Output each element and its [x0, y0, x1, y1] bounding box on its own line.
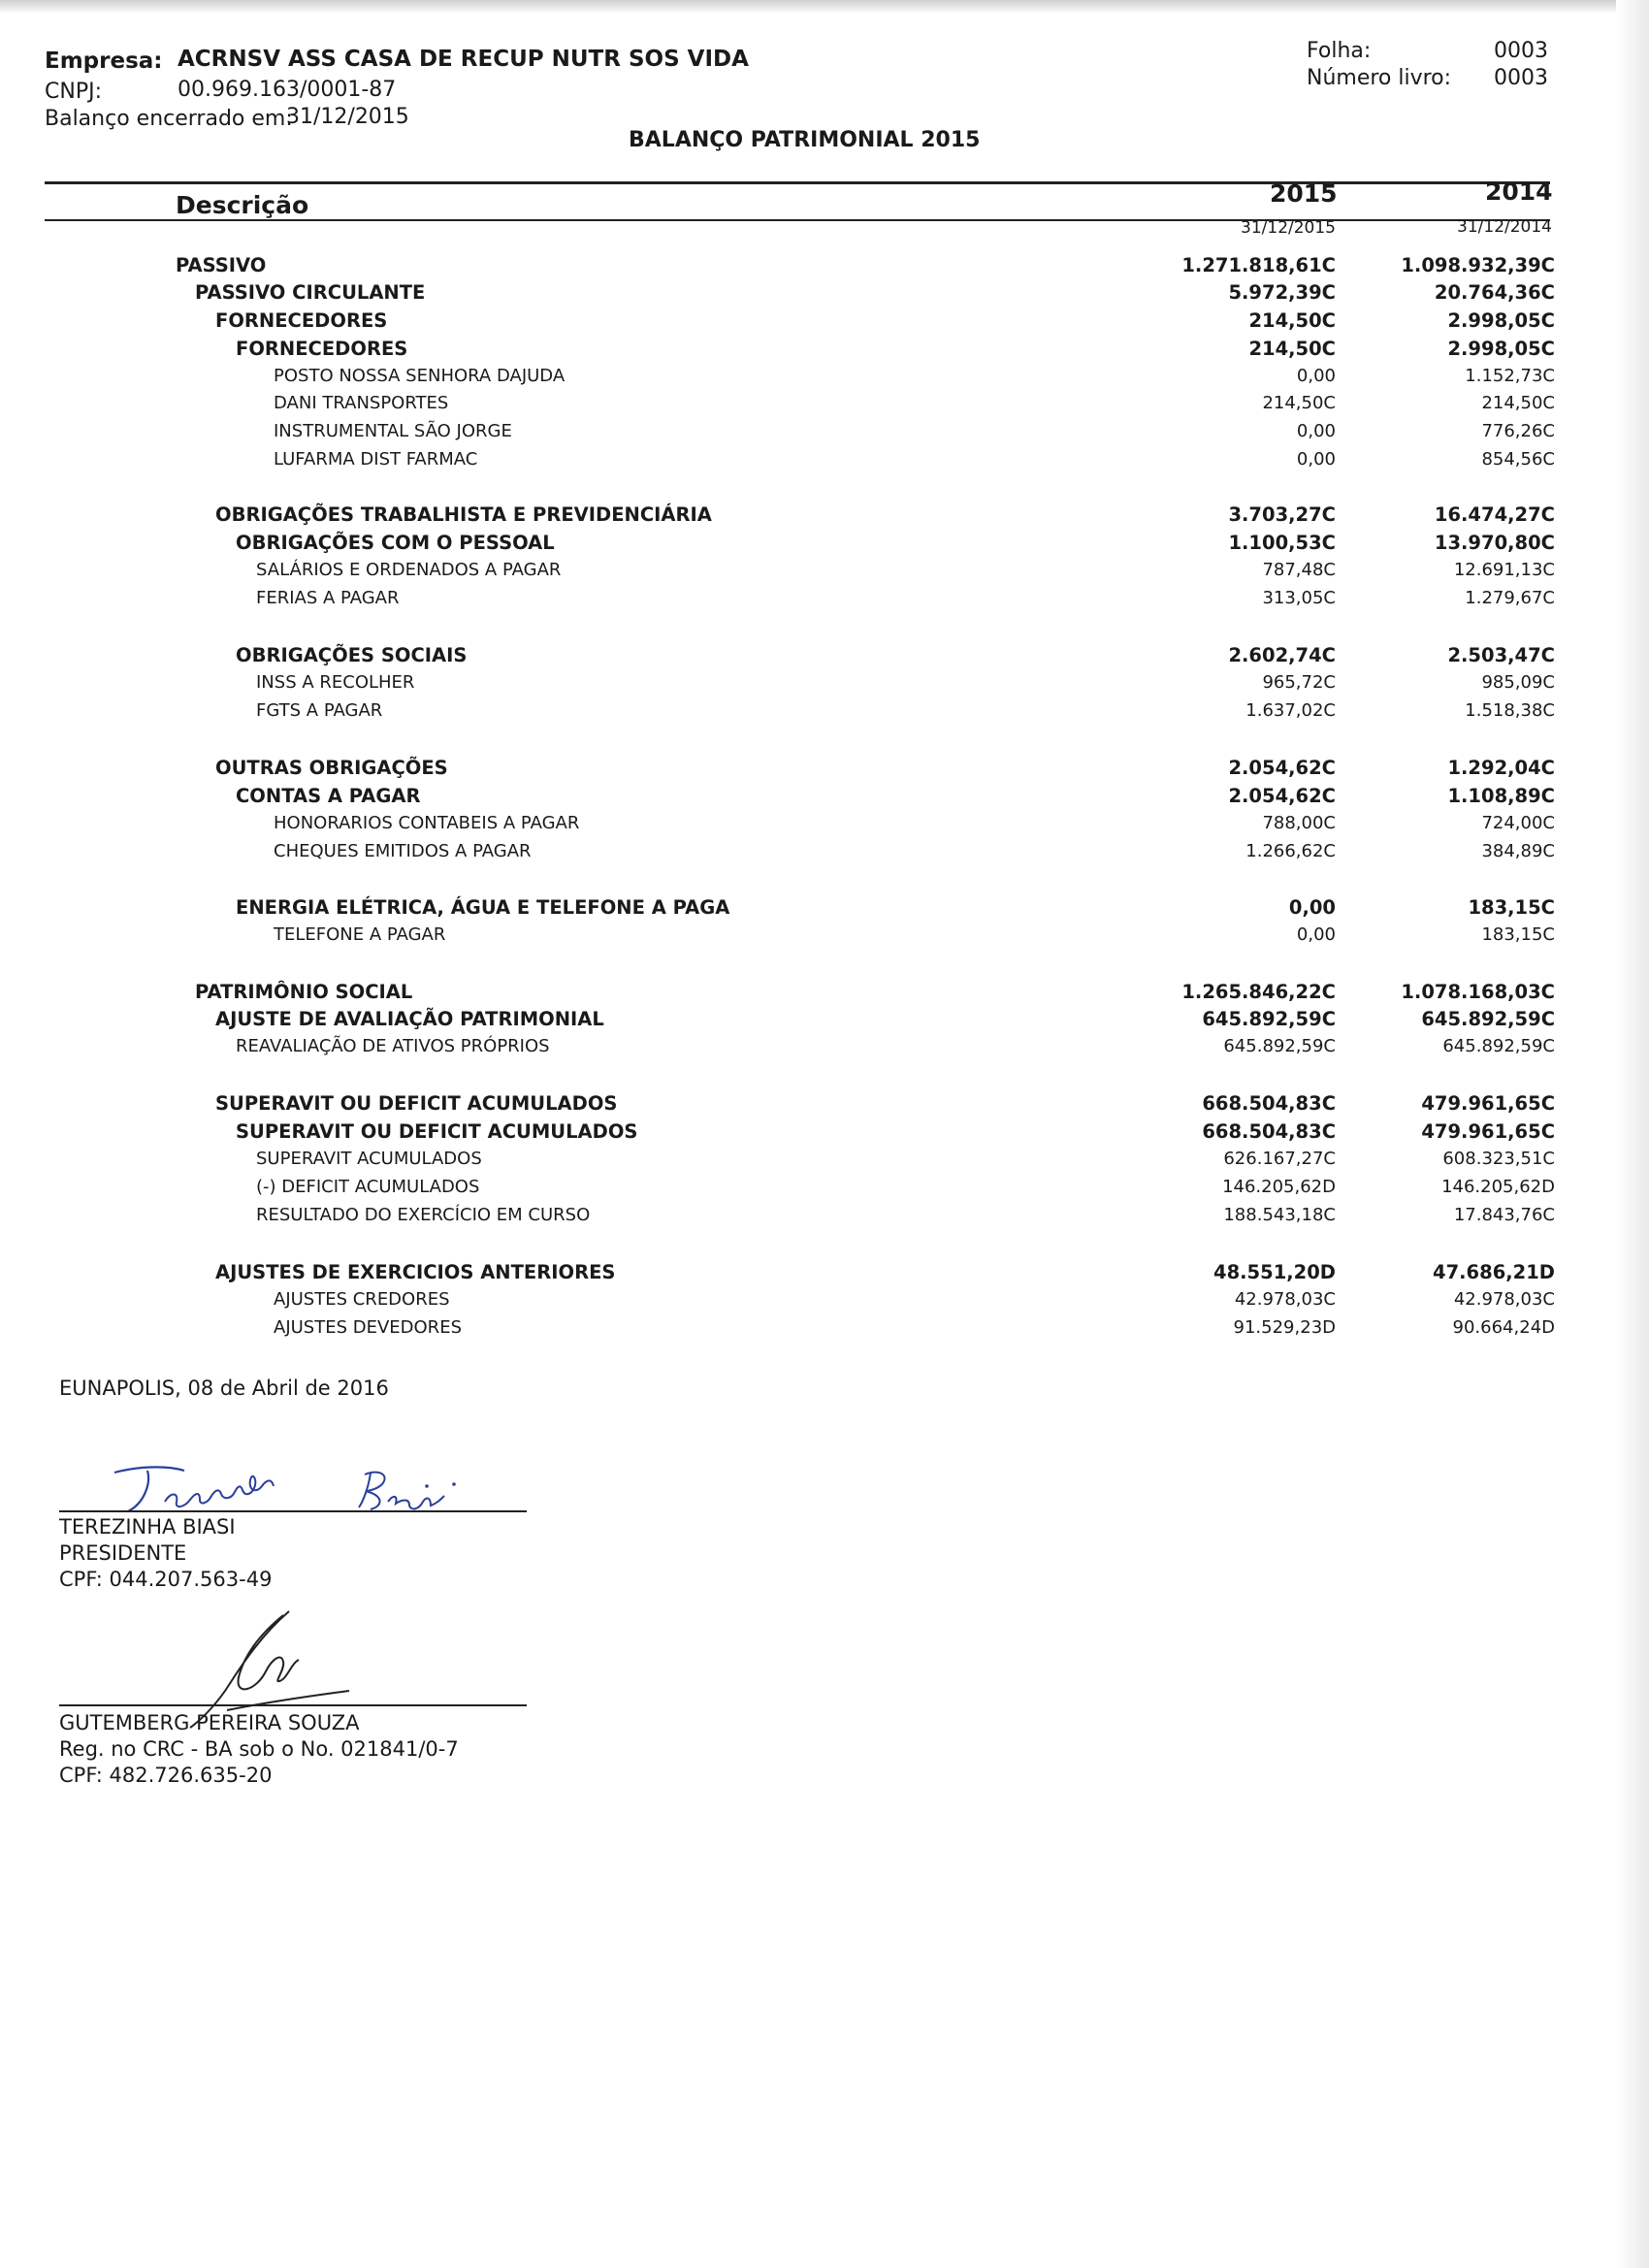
row-label: SUPERAVIT OU DEFICIT ACUMULADOS [236, 1120, 638, 1143]
table-row [0, 757, 1649, 785]
value-2014: 608.323,51C [1442, 1149, 1555, 1169]
row-label: AJUSTE DE AVALIAÇÃO PATRIMONIAL [215, 1008, 604, 1030]
row-label: AJUSTES DEVEDORES [274, 1317, 462, 1338]
table-row [0, 1092, 1649, 1120]
cnpj-label: CNPJ: [45, 80, 102, 104]
value-2014: 1.518,38C [1465, 700, 1555, 721]
table-row [0, 532, 1649, 560]
value-2014: 214,50C [1481, 393, 1555, 413]
row-label: FGTS A PAGAR [256, 700, 383, 721]
value-2014: 854,56C [1481, 449, 1555, 470]
signer2-cpf: CPF: 482.726.635-20 [59, 1764, 273, 1787]
row-label: PATRIMÔNIO SOCIAL [195, 981, 413, 1003]
value-2015: 48.551,20D [1213, 1261, 1336, 1283]
value-2014: 20.764,36C [1434, 281, 1555, 304]
value-2015: 146.205,62D [1222, 1177, 1336, 1197]
value-2014: 645.892,59C [1421, 1008, 1555, 1030]
row-label: INSTRUMENTAL SÃO JORGE [274, 421, 512, 441]
empresa-value: ACRNSV ASS CASA DE RECUP NUTR SOS VIDA [178, 47, 749, 72]
value-2014: 479.961,65C [1421, 1120, 1555, 1143]
value-2014: 13.970,80C [1434, 532, 1555, 554]
value-2014: 90.664,24D [1452, 1317, 1555, 1338]
row-label: PASSIVO [176, 254, 267, 276]
folha-label: Folha: [1307, 39, 1372, 63]
livro-value: 0003 [1494, 66, 1548, 90]
value-2015: 1.271.818,61C [1181, 254, 1336, 276]
row-label: PASSIVO CIRCULANTE [195, 281, 426, 304]
value-2014: 1.279,67C [1465, 588, 1555, 608]
value-2015: 188.543,18C [1223, 1205, 1336, 1225]
signature-line-2 [59, 1704, 527, 1706]
value-2015: 214,50C [1248, 338, 1336, 360]
value-2015: 787,48C [1262, 560, 1336, 580]
balanco-label: Balanço encerrado em: [45, 107, 293, 131]
value-2014: 1.098.932,39C [1401, 254, 1555, 276]
row-label: OBRIGAÇÕES COM O PESSOAL [236, 532, 555, 554]
value-2014: 146.205,62D [1441, 1177, 1555, 1197]
value-2015: 214,50C [1262, 393, 1336, 413]
signer1-cpf: CPF: 044.207.563-49 [59, 1568, 273, 1591]
value-2015: 42.978,03C [1234, 1289, 1336, 1310]
row-label: INSS A RECOLHER [256, 672, 415, 693]
document-title: BALANÇO PATRIMONIAL 2015 [629, 128, 981, 152]
value-2014: 384,89C [1481, 841, 1555, 861]
table-row [0, 1289, 1649, 1317]
col-header-2015: 2015 [1270, 179, 1338, 208]
empresa-label: Empresa: [45, 49, 163, 74]
row-label: TELEFONE A PAGAR [274, 924, 446, 945]
value-2014: 1.152,73C [1465, 366, 1555, 386]
value-2014: 479.961,65C [1421, 1092, 1555, 1115]
table-row [0, 700, 1649, 729]
table-row [0, 281, 1649, 309]
value-2014: 183,15C [1468, 896, 1555, 919]
table-row [0, 1261, 1649, 1289]
value-2015: 626.167,27C [1223, 1149, 1336, 1169]
folha-value: 0003 [1494, 39, 1548, 63]
table-row [0, 254, 1649, 282]
balanco-value: 31/12/2015 [286, 105, 409, 129]
row-label: HONORARIOS CONTABEIS A PAGAR [274, 813, 580, 833]
value-2015: 1.637,02C [1245, 700, 1336, 721]
signer1-name: TEREZINHA BIASI [59, 1515, 236, 1539]
table-row [0, 338, 1649, 366]
value-2015: 214,50C [1248, 309, 1336, 332]
value-2015: 0,00 [1288, 896, 1336, 919]
value-2015: 2.054,62C [1228, 785, 1336, 807]
value-2014: 183,15C [1481, 924, 1555, 945]
value-2014: 1.108,89C [1447, 785, 1555, 807]
value-2014: 2.998,05C [1447, 309, 1555, 332]
place-date: EUNAPOLIS, 08 de Abril de 2016 [59, 1377, 389, 1400]
row-label: ENERGIA ELÉTRICA, ÁGUA E TELEFONE A PAGA [236, 896, 730, 919]
livro-label: Número livro: [1307, 66, 1452, 90]
row-label: POSTO NOSSA SENHORA DAJUDA [274, 366, 566, 386]
value-2014: 12.691,13C [1453, 560, 1555, 580]
value-2015: 788,00C [1262, 813, 1336, 833]
value-2015: 645.892,59C [1202, 1008, 1336, 1030]
value-2015: 91.529,23D [1233, 1317, 1336, 1338]
value-2014: 776,26C [1481, 421, 1555, 441]
table-row [0, 785, 1649, 813]
value-2015: 3.703,27C [1228, 503, 1336, 526]
cnpj-value: 00.969.163/0001-87 [178, 78, 397, 102]
table-row [0, 449, 1649, 477]
value-2015: 0,00 [1296, 924, 1336, 945]
table-row [0, 421, 1649, 449]
row-label: FERIAS A PAGAR [256, 588, 400, 608]
table-row [0, 1008, 1649, 1036]
table-row [0, 813, 1649, 841]
row-label: AJUSTES CREDORES [274, 1289, 450, 1310]
value-2015: 0,00 [1296, 449, 1336, 470]
row-label: REAVALIAÇÃO DE ATIVOS PRÓPRIOS [236, 1036, 550, 1056]
value-2014: 985,09C [1481, 672, 1555, 693]
signer1-role: PRESIDENTE [59, 1541, 187, 1565]
row-label: FORNECEDORES [215, 309, 388, 332]
table-row [0, 503, 1649, 532]
value-2015: 668.504,83C [1202, 1120, 1336, 1143]
table-row [0, 1317, 1649, 1345]
value-2014: 2.503,47C [1447, 644, 1555, 666]
date-2014: 31/12/2014 [1457, 217, 1552, 237]
row-label: OBRIGAÇÕES TRABALHISTA E PREVIDENCIÁRIA [215, 503, 712, 526]
row-label: DANI TRANSPORTES [274, 393, 449, 413]
row-label: FORNECEDORES [236, 338, 408, 360]
row-label: RESULTADO DO EXERCÍCIO EM CURSO [256, 1205, 591, 1225]
table-row [0, 393, 1649, 421]
row-label: AJUSTES DE EXERCICIOS ANTERIORES [215, 1261, 616, 1283]
value-2015: 313,05C [1262, 588, 1336, 608]
value-2015: 1.265.846,22C [1181, 981, 1336, 1003]
table-row [0, 1149, 1649, 1177]
value-2015: 2.602,74C [1228, 644, 1336, 666]
table-row [0, 560, 1649, 588]
scan-top-edge [0, 0, 1649, 14]
signer2-registration: Reg. no CRC - BA sob o No. 021841/0-7 [59, 1737, 459, 1761]
row-label: SALÁRIOS E ORDENADOS A PAGAR [256, 560, 562, 580]
value-2015: 668.504,83C [1202, 1092, 1336, 1115]
value-2014: 724,00C [1481, 813, 1555, 833]
table-row [0, 1036, 1649, 1064]
table-row [0, 841, 1649, 869]
value-2015: 2.054,62C [1228, 757, 1336, 779]
row-label: LUFARMA DIST FARMAC [274, 449, 478, 470]
table-row [0, 366, 1649, 394]
value-2015: 0,00 [1296, 421, 1336, 441]
value-2014: 645.892,59C [1442, 1036, 1555, 1056]
row-label: SUPERAVIT ACUMULADOS [256, 1149, 482, 1169]
table-row [0, 1120, 1649, 1149]
row-label: (-) DEFICIT ACUMULADOS [256, 1177, 480, 1197]
table-row [0, 644, 1649, 672]
value-2015: 0,00 [1296, 366, 1336, 386]
signature-line-1 [59, 1510, 527, 1512]
value-2015: 5.972,39C [1228, 281, 1336, 304]
col-header-2014: 2014 [1485, 178, 1553, 206]
value-2014: 1.292,04C [1447, 757, 1555, 779]
value-2015: 1.266,62C [1245, 841, 1336, 861]
value-2014: 1.078.168,03C [1401, 981, 1555, 1003]
value-2015: 645.892,59C [1223, 1036, 1336, 1056]
table-row [0, 672, 1649, 700]
value-2014: 47.686,21D [1433, 1261, 1555, 1283]
row-label: OUTRAS OBRIGAÇÕES [215, 757, 448, 779]
table-row [0, 309, 1649, 338]
table-row [0, 924, 1649, 953]
value-2015: 1.100,53C [1228, 532, 1336, 554]
row-label: CHEQUES EMITIDOS A PAGAR [274, 841, 532, 861]
table-row [0, 588, 1649, 616]
value-2014: 17.843,76C [1453, 1205, 1555, 1225]
date-2015: 31/12/2015 [1241, 218, 1336, 238]
value-2014: 16.474,27C [1434, 503, 1555, 526]
signer2-name: GUTEMBERG PEREIRA SOUZA [59, 1711, 360, 1734]
value-2015: 965,72C [1262, 672, 1336, 693]
row-label: CONTAS A PAGAR [236, 785, 421, 807]
row-label: SUPERAVIT OU DEFICIT ACUMULADOS [215, 1092, 618, 1115]
value-2014: 2.998,05C [1447, 338, 1555, 360]
col-header-descricao: Descrição [176, 191, 309, 219]
row-label: OBRIGAÇÕES SOCIAIS [236, 644, 468, 666]
table-row [0, 896, 1649, 924]
table-row [0, 1205, 1649, 1233]
value-2014: 42.978,03C [1453, 1289, 1555, 1310]
table-row [0, 981, 1649, 1009]
table-row [0, 1177, 1649, 1205]
